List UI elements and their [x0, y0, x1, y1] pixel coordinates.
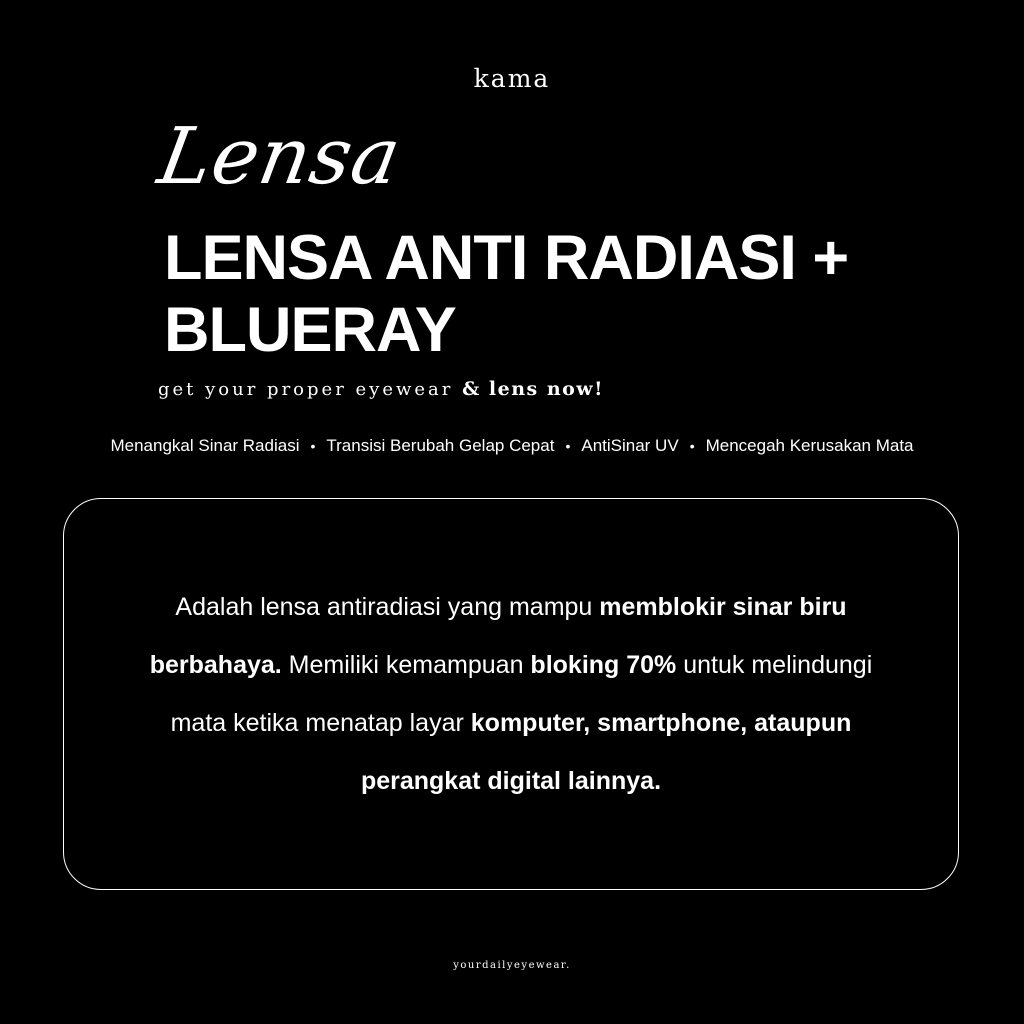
headline-line-1: LENSA ANTI RADIASI +	[164, 223, 849, 293]
text-span: Adalah lensa antiradiasi yang mampu	[175, 593, 600, 621]
description-line-3	[63, 694, 959, 752]
bullet-icon: •	[565, 438, 571, 454]
description-line-4	[63, 752, 959, 810]
text-span-bold: perangkat digital lainnya.	[360, 767, 662, 795]
text-span: Memiliki kemampuan	[281, 651, 531, 679]
brand-logo: kama	[473, 64, 551, 93]
description-text	[63, 578, 959, 810]
description-line-2	[63, 636, 959, 694]
description-line-1	[63, 578, 959, 636]
bullet-icon: •	[689, 438, 695, 454]
feature-item: AntiSinar UV	[581, 436, 679, 455]
tagline-main: get your proper eyewear	[158, 379, 463, 400]
feature-list	[0, 436, 1024, 456]
tagline-bold: & lens now!	[462, 378, 605, 400]
footer-handle: yourdailyeyewear.	[453, 960, 571, 971]
script-title: Lensa	[152, 112, 408, 202]
text-span-bold: bloking 70%	[530, 651, 677, 679]
text-span-bold: komputer, smartphone, ataupun	[470, 709, 852, 737]
feature-item: Transisi Berubah Gelap Cepat	[326, 436, 555, 455]
bullet-icon: •	[310, 438, 316, 454]
text-span: untuk melindungi	[676, 651, 873, 679]
text-span-bold: memblokir sinar biru	[599, 593, 847, 621]
text-span-bold: berbahaya.	[149, 651, 282, 679]
tagline	[158, 378, 604, 400]
text-span: mata ketika menatap layar	[170, 709, 471, 737]
feature-item: Mencegah Kerusakan Mata	[705, 436, 914, 455]
headline-line-2: BLUERAY	[164, 295, 456, 365]
headline	[164, 222, 964, 366]
feature-item: Menangkal Sinar Radiasi	[110, 436, 300, 455]
